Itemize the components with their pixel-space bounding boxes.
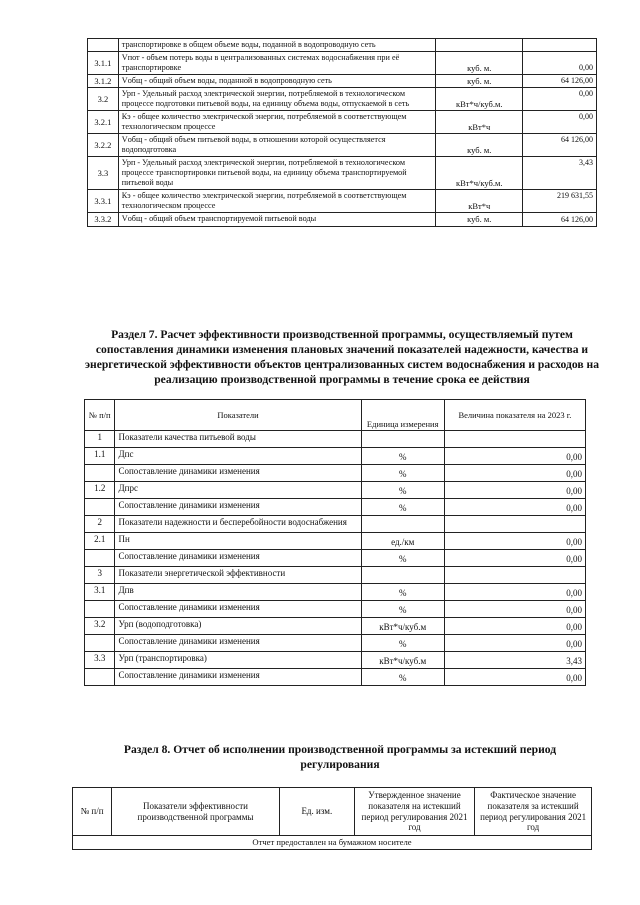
row-value: 0,00	[444, 601, 585, 618]
row-num	[85, 550, 115, 567]
table-row	[85, 448, 586, 465]
row-unit: куб. м.	[436, 75, 523, 88]
table-row	[85, 482, 586, 499]
row-unit: %	[361, 482, 444, 499]
row-desc: Показатели надежности и бесперебойности водоснабжения	[115, 516, 361, 533]
section-8-title: Раздел 8. Отчет об исполнении производственной программы за истекший период регулирования	[123, 743, 557, 772]
row-value: 64 126,00	[523, 75, 597, 88]
row-desc: Vобщ - общий объем воды, поданной в водопроводную сеть	[118, 75, 435, 88]
row-value: 0,00	[444, 533, 585, 550]
row-num: 3.3.2	[88, 213, 119, 226]
row-desc: Сопоставление динамики изменения	[115, 669, 361, 686]
row-value: 0,00	[444, 669, 585, 686]
row-unit: кВт*ч	[436, 111, 523, 134]
row-value: 64 126,00	[523, 134, 597, 157]
header-num: № п/п	[73, 788, 112, 836]
table-row	[88, 75, 597, 88]
row-value: 0,00	[444, 635, 585, 652]
header-unit: Ед. изм.	[279, 788, 354, 836]
row-unit	[361, 431, 444, 448]
row-desc: Vобщ - общий объем транспортируемой питьевой воды	[118, 213, 435, 226]
row-num	[85, 601, 115, 618]
row-unit: кВт*ч/куб.м	[361, 652, 444, 669]
row-desc: Урп (транспортировка)	[115, 652, 361, 669]
report-note: Отчет предоставлен на бумажном носителе	[73, 836, 592, 850]
water-losses-table	[87, 38, 597, 227]
row-value	[444, 431, 585, 448]
row-unit	[436, 39, 523, 52]
row-num: 3	[85, 567, 115, 584]
row-num: 3.2	[88, 88, 119, 111]
row-num	[85, 635, 115, 652]
row-value: 219 631,55	[523, 190, 597, 213]
row-desc: Кэ - общее количество электрической энергии, потребляемой в соответствующем технологическом процессе	[118, 111, 435, 134]
row-desc: Урп (водоподготовка)	[115, 618, 361, 635]
table-row	[88, 88, 597, 111]
row-desc: Vобщ - общий объем питьевой воды, в отношении которой осуществляется водоподготовка	[118, 134, 435, 157]
row-num	[85, 669, 115, 686]
row-value: 0,00	[444, 482, 585, 499]
table-row	[88, 213, 597, 226]
table-row	[85, 533, 586, 550]
row-value: 0,00	[523, 88, 597, 111]
row-unit: %	[361, 584, 444, 601]
table-header-row	[85, 400, 586, 431]
table-row	[85, 652, 586, 669]
table-row	[85, 499, 586, 516]
row-unit: кВт*ч	[436, 190, 523, 213]
row-desc: Кэ - общее количество электрической энергии, потребляемой в соответствующем технологическом процессе	[118, 190, 435, 213]
row-value: 3,43	[523, 157, 597, 190]
row-value	[523, 39, 597, 52]
row-unit: кВт*ч/куб.м.	[436, 88, 523, 111]
row-num: 3.2.1	[88, 111, 119, 134]
row-desc: транспортировке в общем объеме воды, поданной в водопроводную сеть	[118, 39, 435, 52]
row-num: 3.2.2	[88, 134, 119, 157]
row-desc: Пн	[115, 533, 361, 550]
row-num	[88, 39, 119, 52]
row-desc: Дпрс	[115, 482, 361, 499]
row-unit: %	[361, 499, 444, 516]
efficiency-calculation-table	[84, 399, 586, 686]
table-row	[88, 157, 597, 190]
row-value	[444, 516, 585, 533]
header-indicator: Показатели	[115, 400, 361, 431]
row-num: 3.3	[85, 652, 115, 669]
row-unit	[361, 516, 444, 533]
table-row	[88, 52, 597, 75]
row-value: 0,00	[444, 618, 585, 635]
program-report-table	[72, 787, 592, 850]
row-desc: Показатели энергетической эффективности	[115, 567, 361, 584]
row-unit: куб. м.	[436, 134, 523, 157]
row-desc: Показатели качества питьевой воды	[115, 431, 361, 448]
row-desc: Сопоставление динамики изменения	[115, 465, 361, 482]
row-desc: Сопоставление динамики изменения	[115, 635, 361, 652]
table-row	[85, 567, 586, 584]
row-unit: куб. м.	[436, 213, 523, 226]
table-row	[88, 39, 597, 52]
row-num	[85, 465, 115, 482]
table-row	[85, 618, 586, 635]
header-value: Величина показателя на 2023 г.	[444, 400, 585, 431]
row-desc: Дпв	[115, 584, 361, 601]
row-desc: Сопоставление динамики изменения	[115, 499, 361, 516]
row-unit: %	[361, 635, 444, 652]
table-row	[85, 516, 586, 533]
row-num	[85, 499, 115, 516]
row-unit: %	[361, 465, 444, 482]
table-row	[85, 635, 586, 652]
row-num: 3.1	[85, 584, 115, 601]
table-row	[85, 669, 586, 686]
row-num: 1	[85, 431, 115, 448]
header-unit: Единица измерения	[361, 400, 444, 431]
row-unit: %	[361, 669, 444, 686]
row-unit: %	[361, 550, 444, 567]
row-num: 3.3	[88, 157, 119, 190]
header-num: № п/п	[85, 400, 115, 431]
row-num: 2	[85, 516, 115, 533]
row-num: 3.1.2	[88, 75, 119, 88]
row-num: 3.2	[85, 618, 115, 635]
row-value: 0,00	[444, 448, 585, 465]
table-header-row	[73, 788, 592, 836]
row-num: 1.2	[85, 482, 115, 499]
table-row	[85, 550, 586, 567]
row-unit: ед./км	[361, 533, 444, 550]
row-unit: %	[361, 448, 444, 465]
header-approved-value: Утвержденное значение показателя на истекший период регулирования 2021 год	[354, 788, 474, 836]
row-value: 0,00	[523, 52, 597, 75]
section-7-title: Раздел 7. Расчет эффективности производственной программы, осуществляемый путем сопоставления динамики изменения плановых значений показателей надежности, качества и энергетической эффективности объектов централизованных систем водоснабжения и расходов на реализацию производственной программы в течение срока ее действия	[85, 328, 599, 387]
row-num: 2.1	[85, 533, 115, 550]
row-value: 0,00	[523, 111, 597, 134]
row-value: 0,00	[444, 550, 585, 567]
row-num: 1.1	[85, 448, 115, 465]
row-unit: кВт*ч/куб.м.	[436, 157, 523, 190]
header-indicator: Показатели эффективности производственной программы	[112, 788, 280, 836]
table-row	[85, 601, 586, 618]
table-row	[85, 584, 586, 601]
row-num: 3.3.1	[88, 190, 119, 213]
header-actual-value: Фактическое значение показателя за истекший период регулирования 2021 год	[475, 788, 592, 836]
table-row	[85, 465, 586, 482]
table-row	[73, 836, 592, 850]
row-desc: Сопоставление динамики изменения	[115, 601, 361, 618]
row-value: 0,00	[444, 499, 585, 516]
row-unit: %	[361, 601, 444, 618]
row-value: 64 126,00	[523, 213, 597, 226]
row-value: 0,00	[444, 584, 585, 601]
row-value: 3,43	[444, 652, 585, 669]
row-desc: Vпот - объем потерь воды в централизованных системах водоснабжения при её транспортировке	[118, 52, 435, 75]
row-unit: куб. м.	[436, 52, 523, 75]
table-row	[88, 111, 597, 134]
row-unit	[361, 567, 444, 584]
row-desc: Сопоставление динамики изменения	[115, 550, 361, 567]
row-desc: Урп - Удельный расход электрической энергии, потребляемой в технологическом процессе подготовки питьевой воды, на единицу объема воды, отпускаемой в сеть	[118, 88, 435, 111]
row-desc: Дпс	[115, 448, 361, 465]
table-row	[85, 431, 586, 448]
table-row	[88, 190, 597, 213]
row-value	[444, 567, 585, 584]
row-desc: Урп - Удельный расход электрической энергии, потребляемой в технологическом процессе транспортировки питьевой воды, на единицу объема транспортируемой питьевой воды	[118, 157, 435, 190]
row-num: 3.1.1	[88, 52, 119, 75]
row-value: 0,00	[444, 465, 585, 482]
row-unit: кВт*ч/куб.м	[361, 618, 444, 635]
table-row	[88, 134, 597, 157]
